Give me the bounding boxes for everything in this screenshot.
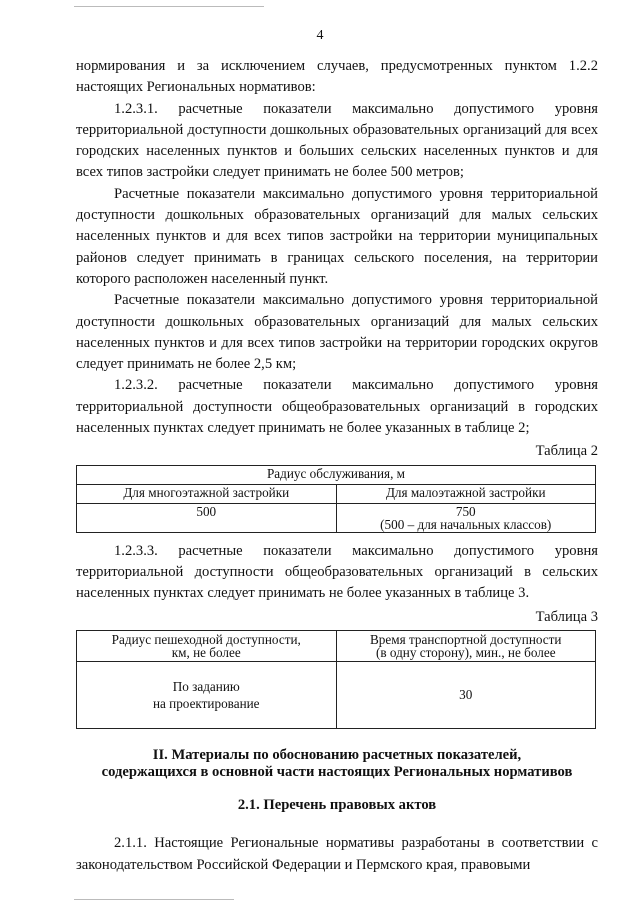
section-subtitle: 2.1. Перечень правовых актов xyxy=(237,796,437,813)
section-title-line2: содержащихся в основной части настоящих Региональных нормативов xyxy=(101,763,573,780)
paragraph-1-2-3-2: 1.2.3.2. расчетные показатели максимально допустимого уровня территориальной доступности общеобразовательных организаций в городских населенных пунктах следует принимать не более указанных в таблице 2; xyxy=(76,377,598,437)
table3-col1-line2: км, не более xyxy=(171,644,241,660)
paragraph-1-2-3-1: 1.2.3.1. расчетные показатели максимально допустимого уровня территориальной доступности дошкольных образовательных организаций для всех городских населенных пунктов и больших сельских населенных пунктов и для всех типов застройки следует принимать не более 500 метров; xyxy=(76,100,598,181)
table2-col-lowrise: Для малоэтажной застройки xyxy=(336,484,596,503)
table2-header: Радиус обслуживания, м xyxy=(77,465,596,484)
document-body xyxy=(76,56,598,876)
table-3 xyxy=(76,630,596,729)
paragraph-intro: нормирования и за исключением случаев, предусмотренных пунктом 1.2.2 настоящих Региональных нормативов: xyxy=(76,58,598,96)
scan-artifact-top xyxy=(74,6,264,7)
table3-val1-line1: По заданию xyxy=(172,678,240,694)
scan-artifact-bottom xyxy=(74,899,234,900)
table2-col-multistorey: Для многоэтажной застройки xyxy=(77,484,337,503)
paragraph-rural-districts: Расчетные показатели максимально допустимого уровня территориальной доступности дошкольных образовательных организаций для малых сельских населенных пунктов и для всех типов застройки на территории муниципальных районов следует принимать в границах сельского поселения, на территории которого расположен населенный пункт. xyxy=(76,185,598,287)
section-title xyxy=(76,747,598,781)
paragraph-1-2-3-3: 1.2.3.3. расчетные показатели максимально допустимого уровня территориальной доступности общеобразовательных организаций в сельских населенных пунктах следует принимать не более указанных в таблице 3. xyxy=(76,542,598,602)
table3-value-transport-time: 30 xyxy=(336,661,596,728)
table3-col2-line2: (в одну сторону), мин., не более xyxy=(375,644,556,660)
table3-col2-line1: Время транспортной доступности xyxy=(370,631,562,647)
table3-value-walking-radius xyxy=(77,661,337,728)
table3-col1-line1: Радиус пешеходной доступности, xyxy=(111,631,301,647)
page-number: 4 xyxy=(316,28,324,43)
table3-caption: Таблица 3 xyxy=(535,608,598,625)
table2-caption: Таблица 2 xyxy=(535,443,598,460)
table2-value-lowrise-note: (500 – для начальных классов) xyxy=(380,516,552,532)
paragraph-rural-urban-okrugs: Расчетные показатели максимально допустимого уровня территориальной доступности дошкольных образовательных организаций для малых сельских населенных пунктов и для всех типов застройки на территории городских округов следует принимать не более 2,5 км; xyxy=(76,292,598,373)
table-2 xyxy=(76,465,596,533)
paragraph-2-1-1: 2.1.1. Настоящие Региональные нормативы разработаны в соответствии с законодательством Российской Федерации и Пермского края, правовыми xyxy=(76,835,598,874)
table3-val1-line2: на проектирование xyxy=(152,695,260,711)
table2-value-lowrise-main: 750 xyxy=(455,503,476,519)
table3-col-walking-radius xyxy=(77,630,337,661)
table3-col-transport-time xyxy=(336,630,596,661)
table2-value-lowrise xyxy=(336,503,596,532)
section-title-line1: II. Материалы по обоснованию расчетных показателей, xyxy=(152,746,522,763)
table2-value-multistorey: 500 xyxy=(77,503,337,532)
